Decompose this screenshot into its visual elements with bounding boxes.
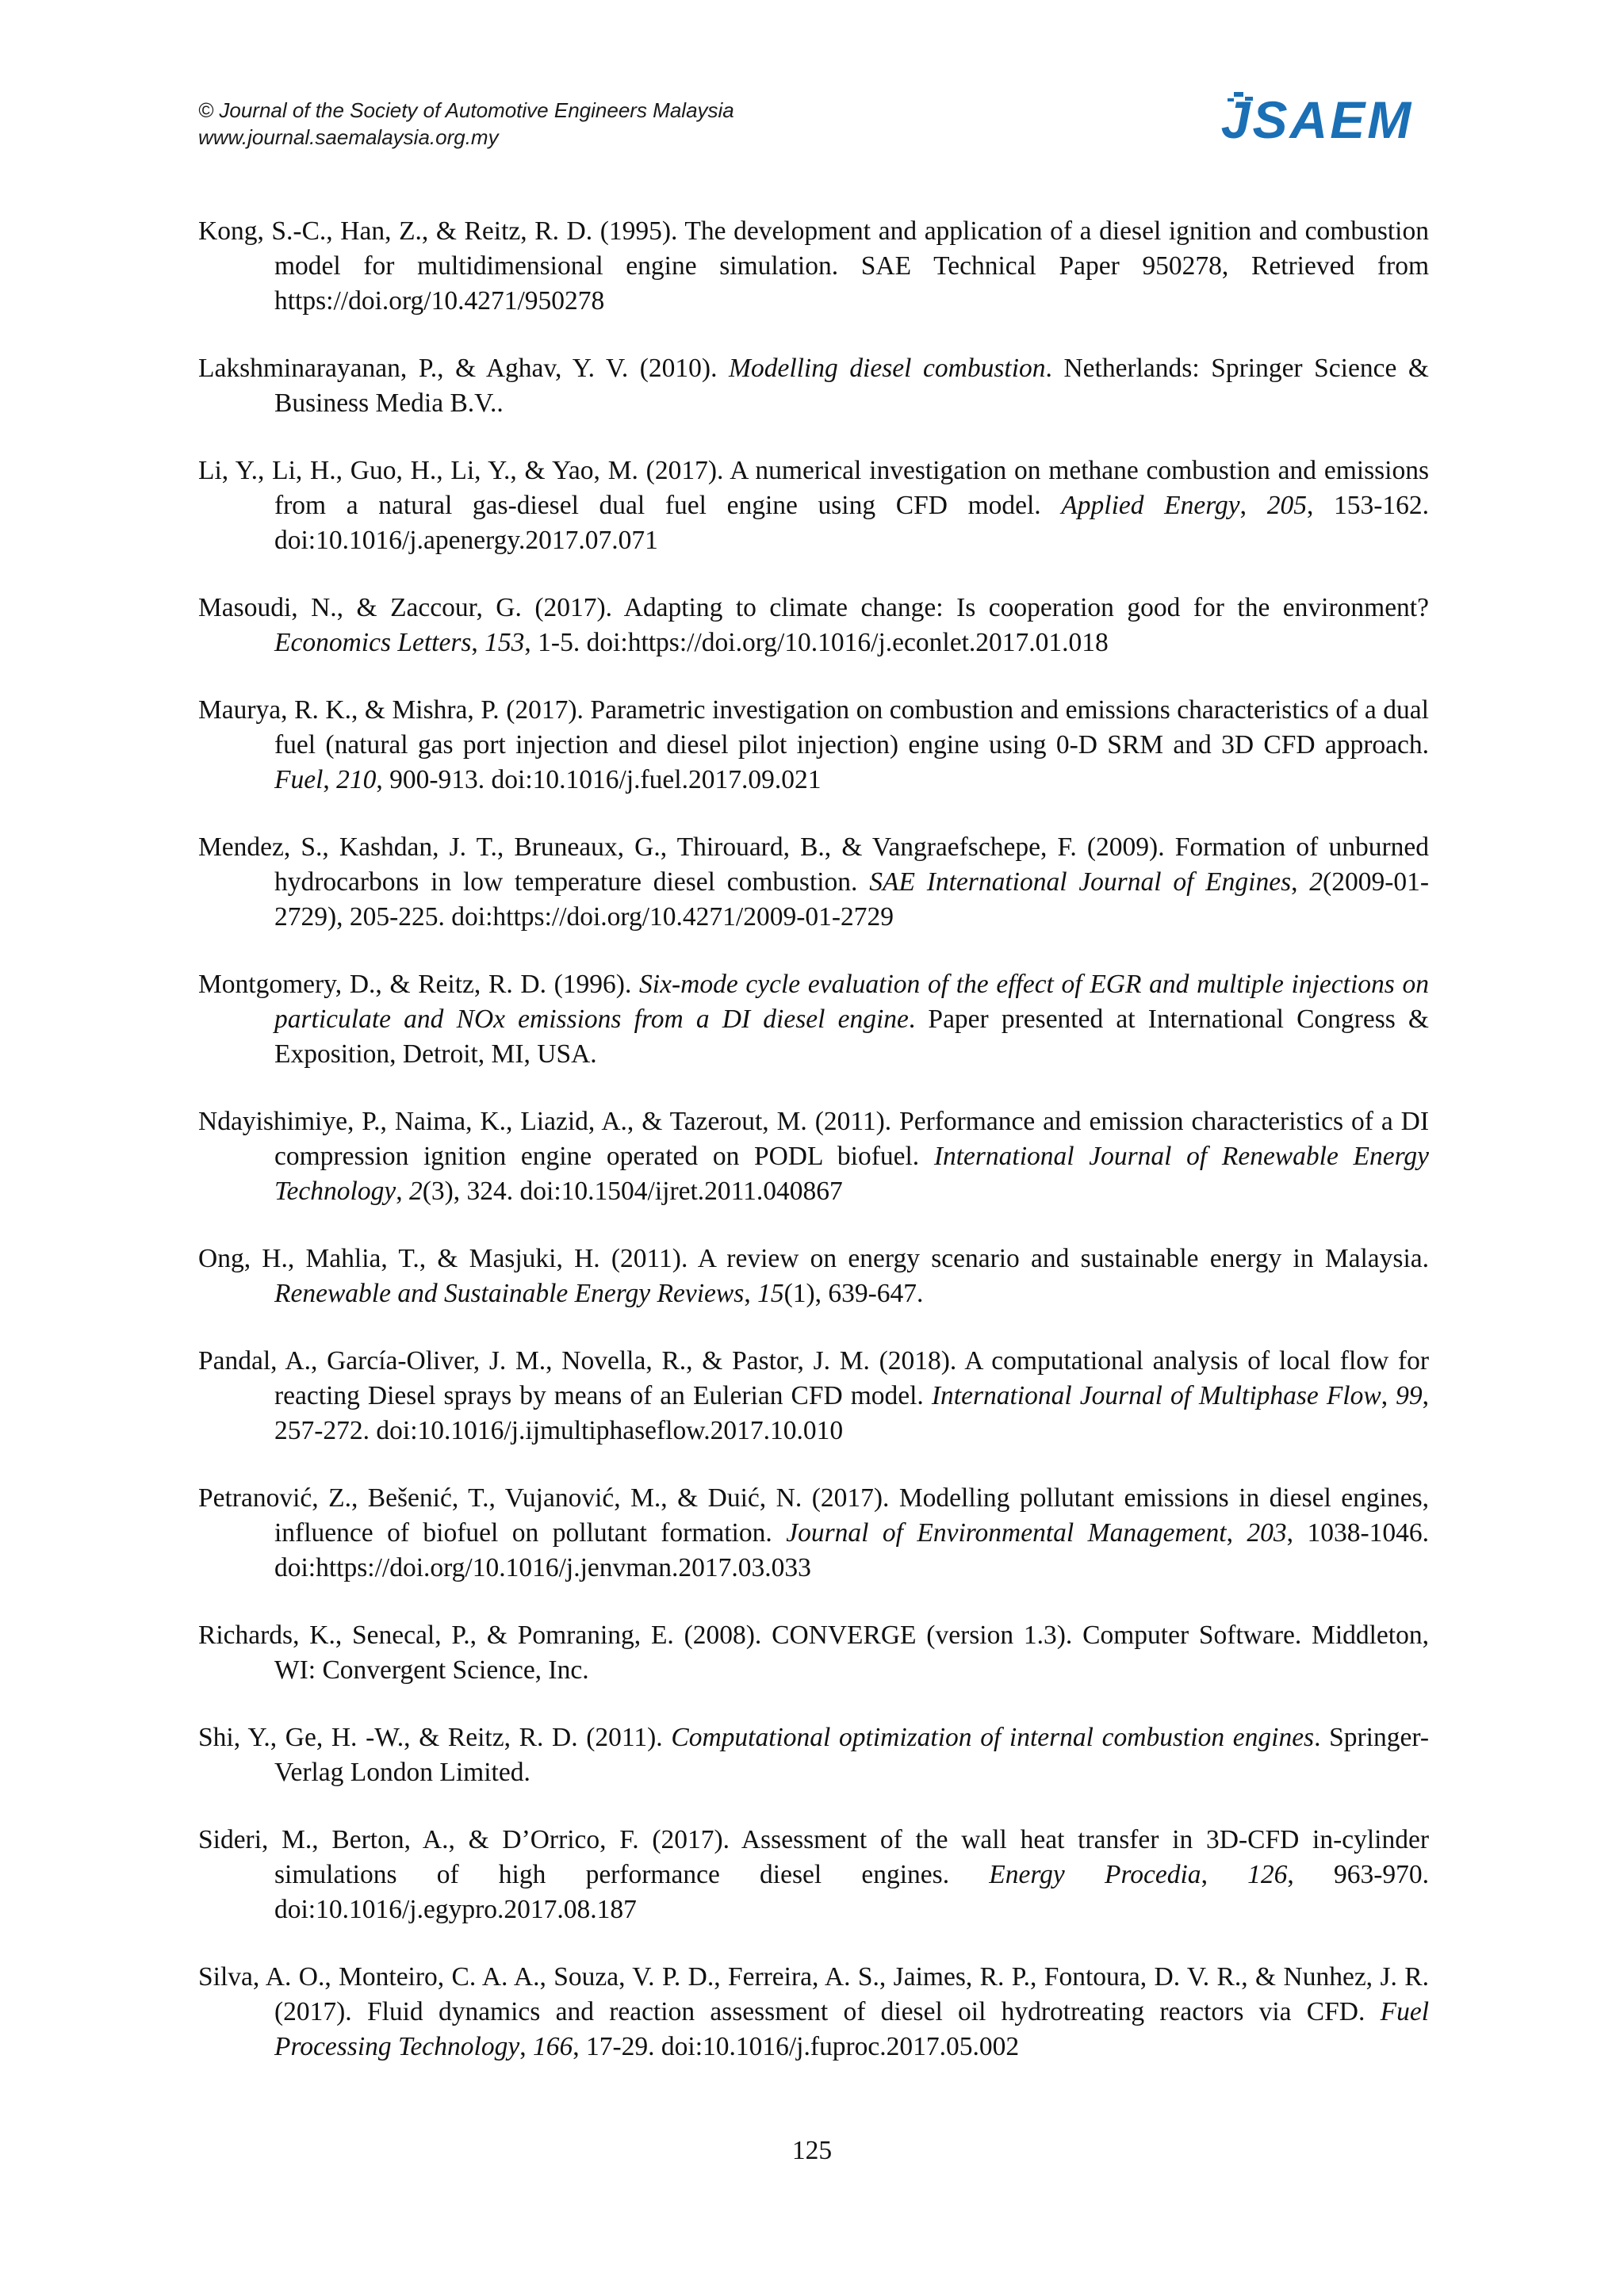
reference-entry: Silva, A. O., Monteiro, C. A. A., Souza, V. P. D., Ferreira, A. S., Jaimes, R. P., Fontoura, D. V. R., & Nunhez, J. R. (2017). Fluid dynamics and reaction assessment of diesel oil hydrotreating reactors via CFD. Fuel Processing Technology, 166, 17-29. doi:10.1016/j.fuproc.2017.05.002 xyxy=(198,1962,1429,2061)
page-number: 125 xyxy=(791,2136,833,2165)
reference-entry: Ndayishimiye, P., Naima, K., Liazid, A., & Tazerout, M. (2011). Performance and emission characteristics of a DI compression ignition engine operated on PODL biofuel. International Journal of Renewable Energy Technology, 2(3), 324. doi:10.1504/ijret.2011.040867 xyxy=(198,1107,1429,1206)
reference-entry: Ong, H., Mahlia, T., & Masjuki, H. (2011). A review on energy scenario and sustainable energy in Malaysia. Renewable and Sustainable Energy Reviews, 15(1), 639-647. xyxy=(198,1244,1429,1308)
journal-header xyxy=(198,97,734,151)
reference-entry: Li, Y., Li, H., Guo, H., Li, Y., & Yao, M. (2017). A numerical investigation on methane combustion and emissions from a natural gas-diesel dual fuel engine using CFD model. Applied Energy, 205, 153-162. doi:10.1016/j.apenergy.2017.07.071 xyxy=(198,456,1430,555)
journal-name: © Journal of the Society of Automotive Engineers Malaysia xyxy=(198,98,734,122)
logo-text: JSAEM xyxy=(1220,90,1414,144)
reference-entry: Maurya, R. K., & Mishra, P. (2017). Parametric investigation on combustion and emissions characteristics of a dual fuel (natural gas port injection and diesel pilot injection) engine using 0-D SRM and 3D CFD approach. Fuel, 210, 900-913. doi:10.1016/j.fuel.2017.09.021 xyxy=(198,695,1429,794)
reference-entry: Petranović, Z., Bešenić, T., Vujanović, M., & Duić, N. (2017). Modelling pollutant emissions in diesel engines, influence of biofuel on pollutant formation. Journal of Environmental Management, 203, 1038-1046. doi:https://doi.org/10.1016/j.jenvman.2017.03.033 xyxy=(198,1483,1430,1582)
reference-entry: Mendez, S., Kashdan, J. T., Bruneaux, G., Thirouard, B., & Vangraefschepe, F. (2009). Formation of unburned hydrocarbons in low temperature diesel combustion. SAE International Journal of Engines, 2(2009-01-2729), 205-225. doi:https://doi.org/10.4271/2009-01-2729 xyxy=(198,832,1430,932)
reference-entry: Richards, K., Senecal, P., & Pomraning, E. (2008). CONVERGE (version 1.3). Computer Software. Middleton, WI: Convergent Science, Inc. xyxy=(198,1621,1429,1685)
journal-website: www.journal.saemalaysia.org.my xyxy=(198,125,499,149)
reference-entry: Sideri, M., Berton, A., & D’Orrico, F. (2017). Assessment of the wall heat transfer in 3D-CFD in-cylinder simulations of high performance diesel engines. Energy Procedia, 126, 963-970. doi:10.1016/j.egypro.2017.08.187 xyxy=(198,1825,1430,1924)
reference-entry: Montgomery, D., & Reitz, R. D. (1996). Six-mode cycle evaluation of the effect of EGR and multiple injections on particulate and NOx emissions from a DI diesel engine. Paper presented at International Congress & Exposition, Detroit, MI, USA. xyxy=(198,970,1430,1069)
reference-list xyxy=(198,214,1429,2097)
reference-entry: Kong, S.-C., Han, Z., & Reitz, R. D. (1995). The development and application of a diesel ignition and combustion model for multidimensional engine simulation. SAE Technical Paper 950278, Retrieved from https://doi.org/10.4271/950278 xyxy=(198,216,1429,316)
reference-entry: Masoudi, N., & Zaccour, G. (2017). Adapting to climate change: Is cooperation good for the environment? Economics Letters, 153, 1-5. doi:https://doi.org/10.1016/j.econlet.2017.01.018 xyxy=(198,593,1429,657)
reference-entry: Lakshminarayanan, P., & Aghav, Y. V. (2010). Modelling diesel combustion. Netherlands: Springer Science & Business Media B.V.. xyxy=(198,354,1429,418)
jsaem-logo xyxy=(1204,89,1431,144)
reference-entry: Pandal, A., García-Oliver, J. M., Novella, R., & Pastor, J. M. (2018). A computational analysis of local flow for reacting Diesel sprays by means of an Eulerian CFD model. International Journal of Multiphase Flow, 99, 257-272. doi:10.1016/j.ijmultiphaseflow.2017.10.010 xyxy=(198,1346,1429,1445)
reference-entry: Shi, Y., Ge, H. -W., & Reitz, R. D. (2011). Computational optimization of internal combustion engines. Springer-Verlag London Limited. xyxy=(198,1723,1429,1787)
